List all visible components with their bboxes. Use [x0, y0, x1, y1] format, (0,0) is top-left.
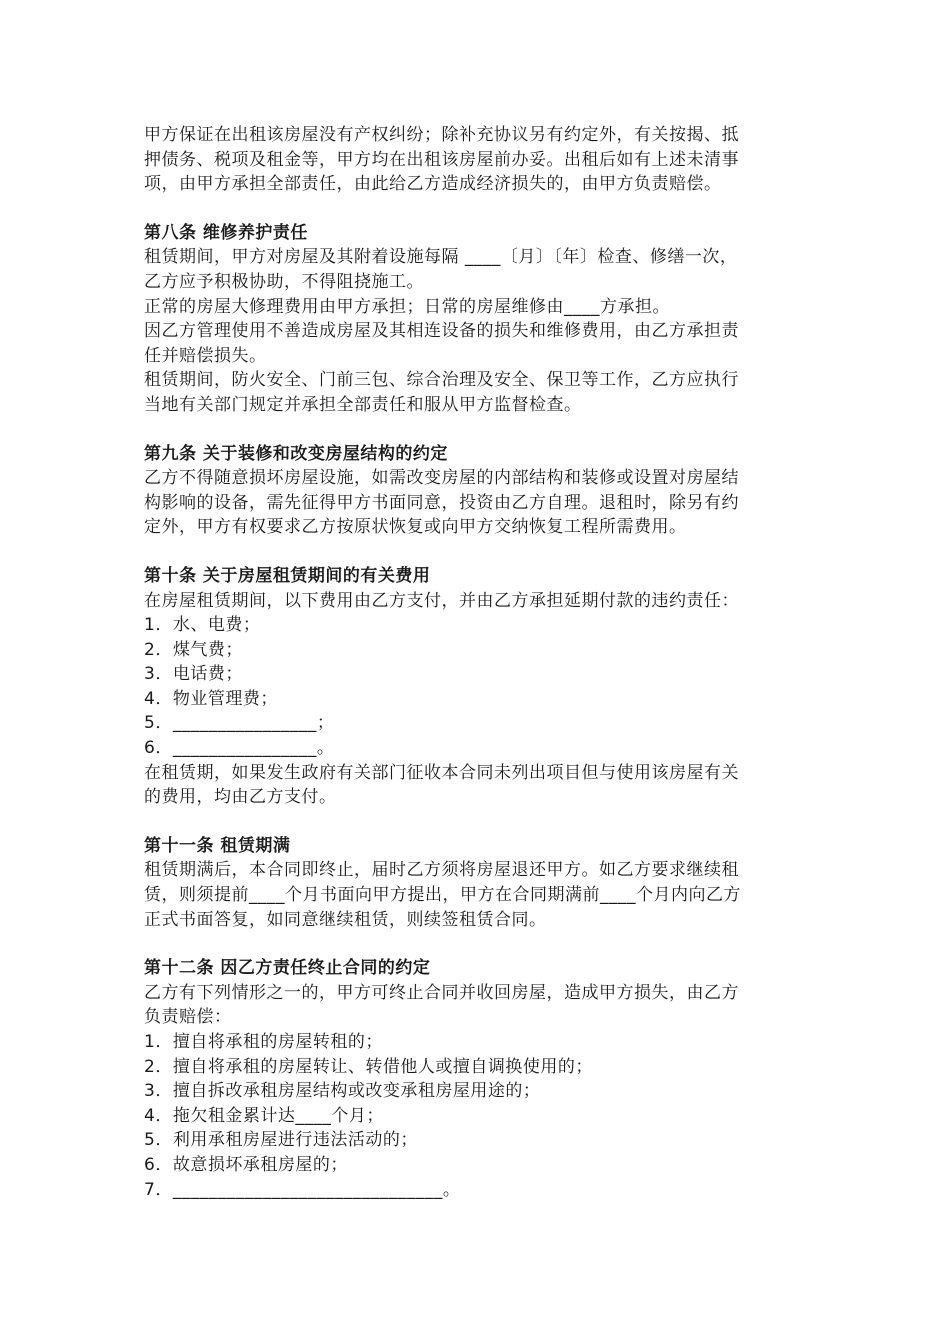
list-item: 7．______________________________。: [144, 1179, 461, 1200]
section-heading: 第十一条 租赁期满: [144, 835, 291, 856]
text-line: 任并赔偿损失。: [144, 345, 267, 366]
section-article-11: [144, 834, 808, 932]
list-item: 6．故意损坏承租房屋的；: [144, 1154, 348, 1175]
section-article-8: [144, 221, 808, 418]
intro-paragraph: [144, 123, 808, 197]
document-page: [144, 123, 808, 1202]
text-line: 正式书面答复，如同意继续租赁，则续签租赁合同。: [144, 909, 547, 930]
list-item: 4．拖欠租金累计达____个月；: [144, 1105, 384, 1126]
text-line: 赁，则须提前____个月书面向甲方提出，甲方在合同期满前____个月内向乙方: [144, 885, 741, 906]
text-line: 乙方不得随意损坏房屋设施，如需改变房屋的内部结构和装修或设置对房屋结: [144, 468, 739, 489]
text-line: 正常的房屋大修理费用由甲方承担；日常的房屋维修由____方承担。: [144, 296, 670, 317]
text-line: 负责赔偿：: [144, 1007, 232, 1028]
list-item: 3．电话费；: [144, 664, 243, 685]
list-item: 5．________________；: [144, 713, 335, 734]
section-article-12: [144, 956, 808, 1202]
text-line: 租赁期间，防火安全、门前三包、综合治理及安全、保卫等工作，乙方应执行: [144, 370, 739, 391]
text-line: 租赁期满后，本合同即终止，届时乙方须将房屋退还甲方。如乙方要求继续租: [144, 860, 739, 881]
list-item: 2．擅自将承租的房屋转让、转借他人或擅自调换使用的；: [144, 1056, 593, 1077]
text-line: 的费用，均由乙方支付。: [144, 787, 337, 808]
text-line: 乙方应予积极协助，不得阻挠施工。: [144, 271, 424, 292]
text-line: 构影响的设备，需先征得甲方书面同意，投资由乙方自理。退租时，除另有约: [144, 492, 739, 513]
list-item: 3．擅自拆改承租房屋结构或改变承租房屋用途的；: [144, 1081, 541, 1102]
section-heading: 第十二条 因乙方责任终止合同的约定: [144, 958, 431, 979]
section-heading: 第八条 维修养护责任: [144, 222, 308, 243]
text-line: 因乙方管理使用不善造成房屋及其相连设备的损失和维修费用，由乙方承担责: [144, 321, 739, 342]
list-item: 5．利用承租房屋进行违法活动的；: [144, 1130, 418, 1151]
text-line: 当地有关部门规定并承担全部责任和服从甲方监督检查。: [144, 394, 582, 415]
section-article-9: [144, 442, 808, 540]
text-line: 在房屋租赁期间，以下费用由乙方支付，并由乙方承担延期付款的违约责任：: [144, 590, 739, 611]
list-item: 4．物业管理费；: [144, 688, 278, 709]
text-line: 租赁期间，甲方对房屋及其附着设施每隔 ____〔月〕〔年〕检查、修缮一次，: [144, 247, 738, 268]
section-heading: 第十条 关于房屋租赁期间的有关费用: [144, 565, 431, 586]
list-item: 6．________________。: [144, 738, 335, 759]
text-line: 定外，甲方有权要求乙方按原状恢复或向甲方交纳恢复工程所需费用。: [144, 517, 687, 538]
list-item: 1．擅自将承租的房屋转租的；: [144, 1032, 383, 1052]
section-heading: 第九条 关于装修和改变房屋结构的约定: [144, 443, 448, 464]
list-item: 2．煤气费；: [144, 639, 243, 660]
text-line: 甲方保证在出租该房屋没有产权纠纷；除补充协议另有约定外，有关按揭、抵: [144, 125, 739, 145]
list-item: 1．水、电费；: [144, 615, 261, 636]
text-line: 在租赁期，如果发生政府有关部门征收本合同未列出项目但与使用该房屋有关: [144, 762, 739, 783]
text-line: 项，由甲方承担全部责任，由此给乙方造成经济损失的，由甲方负责赔偿。: [144, 174, 722, 195]
text-line: 乙方有下列情形之一的，甲方可终止合同并收回房屋，造成甲方损失，由乙方: [144, 982, 739, 1003]
section-article-10: [144, 564, 808, 810]
text-line: 押债务、税项及租金等，甲方均在出租该房屋前办妥。出租后如有上述未清事: [144, 149, 739, 170]
